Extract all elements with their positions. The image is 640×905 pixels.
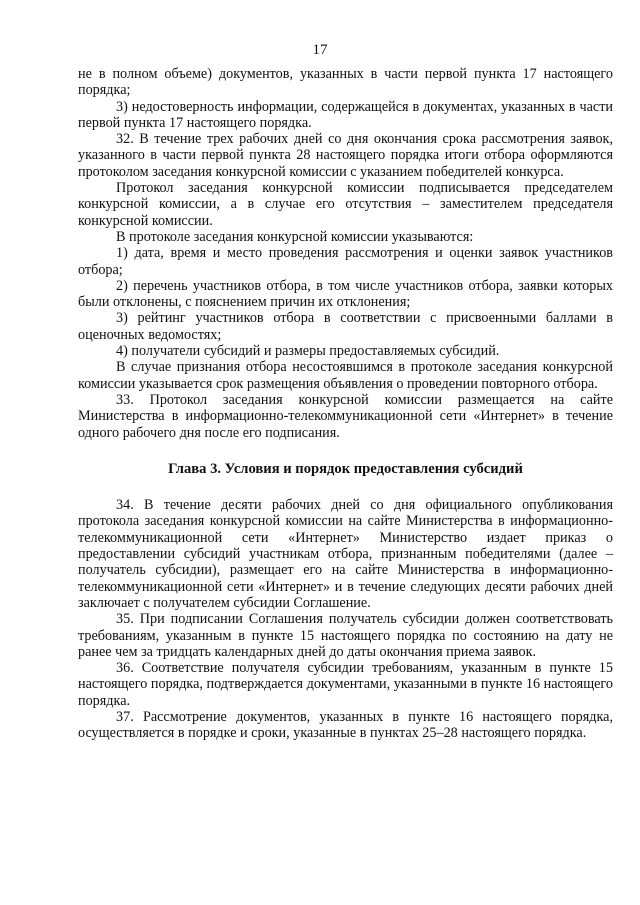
paragraph-35: 35. При подписании Соглашения получатель субсидии должен соответствовать требованиям, указанным в пункте 15 настоящего порядка по состоянию на дату не ранее чем за тридцать календарных дней до даты окончания приема заявок. <box>78 611 613 660</box>
paragraph-continuation: не в полном объеме) документов, указанных в части первой пункта 17 настоящего порядка; <box>78 66 613 99</box>
chapter-heading: Глава 3. Условия и порядок предоставления субсидий <box>168 460 523 477</box>
paragraph-33: 33. Протокол заседания конкурсной комиссии размещается на сайте Министерства в информационно-телекоммуникационной сети «Интернет» в течение одного рабочего дня после его подписания. <box>78 391 613 441</box>
paragraph-34: 34. В течение десяти рабочих дней со дня официального опубликования протокола заседания конкурсной комиссии на сайте Министерства в информационно-телекоммуникационной сети «Интернет» Министерство издает приказ о предоставлении субсидий участникам отбора, признанным победителями (далее – получатель субсидии), размещает его на сайте Министерства в информационно-телекоммуникационной сети «Интернет» и в течение следующих десяти рабочих дней заключает с получателем субсидии Соглашение. <box>78 497 613 611</box>
paragraph-36: 36. Соответствие получателя субсидии требованиям, указанным в пункте 15 настоящего порядка, подтверждается документами, указанными в пункте 16 настоящего порядка. <box>78 660 613 709</box>
paragraph-failed-selection: В случае признания отбора несостоявшимся в протоколе заседания конкурсной комиссии указывается срок размещения объявления о проведении повторного отбора. <box>78 359 613 392</box>
paragraph-32: 32. В течение трех рабочих дней со дня окончания срока рассмотрения заявок, указанного в части первой пункта 28 настоящего порядка итоги отбора оформляются протоколом заседания конкурсной комиссии с указанием победителей конкурса. <box>78 131 613 180</box>
document-body <box>78 66 613 742</box>
page-number: 17 <box>312 42 328 58</box>
paragraph-item-3: 3) недостоверность информации, содержащейся в документах, указанных в части первой пункта 17 настоящего порядка. <box>78 98 613 131</box>
paragraph-list-item-3: 3) рейтинг участников отбора в соответствии с присвоенными баллами в оценочных ведомостях; <box>78 310 613 343</box>
paragraph-protocol-contents: В протоколе заседания конкурсной комиссии указываются: <box>116 228 474 245</box>
paragraph-list-item-4: 4) получатели субсидий и размеры предоставляемых субсидий. <box>116 343 500 360</box>
paragraph-list-item-2: 2) перечень участников отбора, в том числе участников отбора, заявки которых были отклонены, с пояснением причин их отклонения; <box>78 277 613 311</box>
paragraph-protocol-signing: Протокол заседания конкурсной комиссии подписывается председателем конкурсной комиссии, а в случае его отсутствия – заместителем председателя конкурсной комиссии. <box>78 180 613 229</box>
paragraph-list-item-1: 1) дата, время и место проведения рассмотрения и оценки заявок участников отбора; <box>78 245 613 278</box>
paragraph-37: 37. Рассмотрение документов, указанных в пункте 16 настоящего порядка, осуществляется в порядке и сроки, указанные в пунктах 25–28 настоящего порядка. <box>78 708 613 742</box>
